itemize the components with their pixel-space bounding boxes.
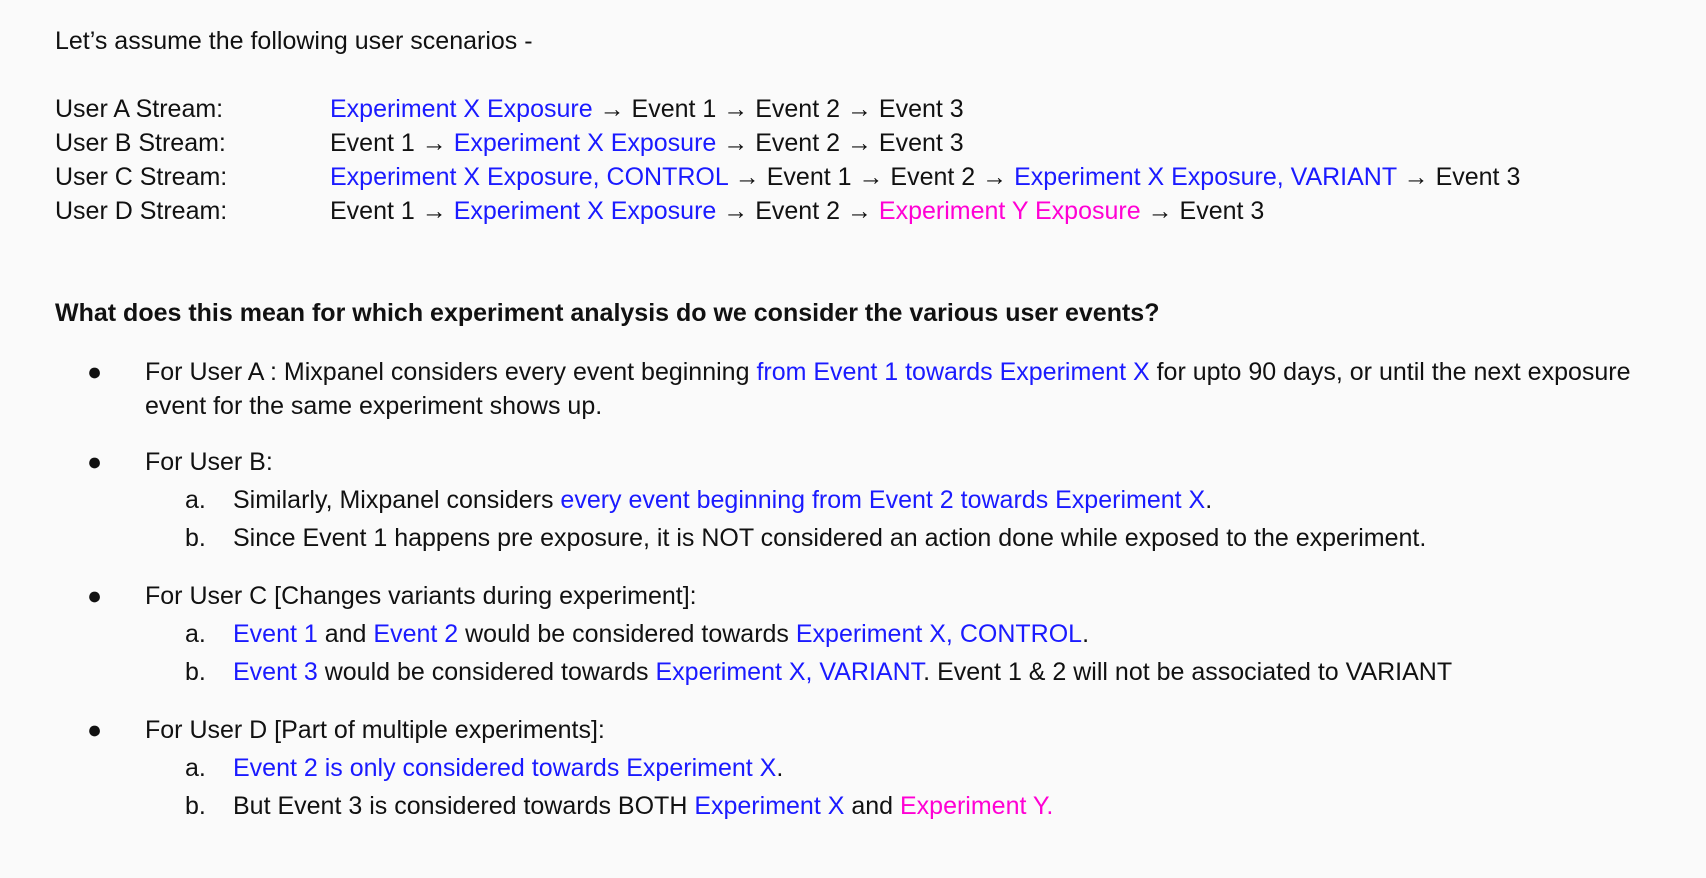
- bullet-text: [145, 448, 273, 476]
- bullet-item: [55, 355, 1675, 423]
- text-run: For User A : Mixpanel considers every event beginning: [145, 358, 757, 386]
- text-run: for upto 90 days, or until the next exposure event for the same experiment shows up.: [145, 358, 1631, 420]
- text-run: →: [1396, 163, 1436, 191]
- text-run: Similarly, Mixpanel considers: [233, 486, 561, 514]
- text-run: →: [414, 129, 454, 157]
- bullet-marker-icon: ●: [87, 582, 103, 610]
- bullet-item: [55, 579, 1675, 613]
- bullet-marker-icon: ●: [87, 448, 103, 476]
- text-run: →: [414, 197, 454, 225]
- sub-list: [55, 615, 1675, 691]
- sub-list-marker: a.: [185, 620, 206, 648]
- text-run: →: [716, 197, 756, 225]
- text-run: →: [592, 95, 632, 123]
- text-run: Event 2: [890, 163, 976, 191]
- text-run: Experiment X Exposure, CONTROL: [330, 163, 728, 191]
- text-run: Event 1: [330, 197, 415, 225]
- sub-list: [55, 749, 1675, 825]
- sub-list-item: [55, 481, 1675, 519]
- text-run: from Event 1 towards Experiment X: [756, 358, 1150, 386]
- user-stream-row: [55, 92, 1520, 126]
- sub-list-text: [233, 620, 1089, 648]
- sub-list-text: [233, 658, 1452, 686]
- user-stream-row: [55, 126, 1520, 160]
- sub-list-marker: b.: [185, 658, 206, 686]
- bullet-block: [55, 445, 1675, 557]
- text-run: Experiment X Exposure: [453, 129, 717, 157]
- bullet-text: [145, 358, 1631, 420]
- text-run: Experiment Y.: [900, 792, 1054, 820]
- text-run: →: [975, 163, 1015, 191]
- text-run: Event 2: [755, 129, 840, 157]
- user-stream-row: [55, 194, 1520, 228]
- sub-list-item: [55, 519, 1675, 557]
- text-run: →: [851, 163, 891, 191]
- text-run: Experiment X Exposure: [453, 197, 717, 225]
- text-run: and: [317, 620, 374, 648]
- text-run: →: [840, 197, 879, 225]
- text-run: would be considered towards: [317, 658, 656, 686]
- user-stream-label: User D Stream:: [55, 197, 228, 225]
- user-stream-label: User A Stream:: [55, 95, 224, 123]
- sub-list-marker: a.: [185, 486, 206, 514]
- text-run: and: [844, 792, 900, 820]
- text-run: Event 3: [878, 129, 964, 157]
- sub-list-item: [55, 615, 1675, 653]
- sub-list-item: [55, 749, 1675, 787]
- text-run: Event 1: [330, 129, 415, 157]
- text-run: Event 1: [631, 95, 717, 123]
- text-run: Experiment X: [694, 792, 845, 820]
- user-stream-list: [55, 92, 1520, 228]
- user-stream-sequence: [330, 194, 1264, 228]
- text-run: →: [1140, 197, 1180, 225]
- text-run: →: [727, 163, 767, 191]
- text-run: .: [1205, 486, 1213, 514]
- sub-list-text: [233, 524, 1426, 552]
- sub-list-item: [55, 653, 1675, 691]
- text-run: Event 3: [1179, 197, 1265, 225]
- text-run: For User B:: [145, 448, 273, 476]
- text-run: Event 1: [766, 163, 852, 191]
- text-run: . Event 1 & 2 will not be associated to VARIANT: [923, 658, 1453, 686]
- bullet-block: [55, 713, 1675, 825]
- bullet-text: [145, 582, 697, 610]
- user-stream-row: [55, 160, 1520, 194]
- text-run: every event beginning from Event 2 towards Experiment X: [560, 486, 1206, 514]
- bullet-marker-icon: ●: [87, 358, 103, 386]
- bullet-block: [55, 355, 1675, 423]
- text-run: →: [716, 129, 756, 157]
- text-run: →: [840, 129, 879, 157]
- bullet-item: [55, 713, 1675, 747]
- user-stream-label: User B Stream:: [55, 129, 226, 157]
- text-run: Experiment Y Exposure: [878, 197, 1141, 225]
- user-stream-label: User C Stream:: [55, 163, 228, 191]
- sub-list-text: [233, 754, 783, 782]
- text-run: But Event 3 is considered towards BOTH: [233, 792, 695, 820]
- user-stream-sequence: [330, 92, 964, 126]
- text-run: Event 1: [233, 620, 318, 648]
- text-run: For User C [Changes variants during experiment]:: [145, 582, 697, 610]
- text-run: Event 3: [233, 658, 318, 686]
- sub-list-marker: b.: [185, 792, 206, 820]
- text-run: Event 3: [1435, 163, 1521, 191]
- sub-list-text: [233, 486, 1212, 514]
- bullet-list: [55, 355, 1675, 847]
- sub-list-marker: a.: [185, 754, 206, 782]
- text-run: .: [1082, 620, 1090, 648]
- intro-text: Let’s assume the following user scenarios -: [55, 27, 533, 55]
- text-run: .: [776, 754, 784, 782]
- bullet-block: [55, 579, 1675, 691]
- text-run: Event 2 is only considered towards Experiment X: [233, 754, 777, 782]
- text-run: Experiment X, VARIANT: [655, 658, 924, 686]
- text-run: Experiment X Exposure, VARIANT: [1014, 163, 1397, 191]
- user-stream-sequence: [330, 126, 964, 160]
- text-run: Event 2: [755, 95, 840, 123]
- text-run: For User D [Part of multiple experiments]:: [145, 716, 605, 744]
- text-run: Event 2: [373, 620, 459, 648]
- bullet-item: [55, 445, 1675, 479]
- sub-list-text: [233, 792, 1053, 820]
- bullet-marker-icon: ●: [87, 716, 103, 744]
- text-run: Experiment X, CONTROL: [795, 620, 1083, 648]
- sub-list: [55, 481, 1675, 557]
- text-run: Since Event 1 happens pre exposure, it is NOT considered an action done while exposed to the experiment.: [233, 524, 1427, 552]
- section-question: What does this mean for which experiment analysis do we consider the various user events?: [55, 299, 1160, 327]
- text-run: →: [840, 95, 879, 123]
- text-run: Event 2: [755, 197, 840, 225]
- user-stream-sequence: [330, 160, 1520, 194]
- text-run: Experiment X Exposure: [330, 95, 593, 123]
- bullet-text: [145, 716, 605, 744]
- text-run: →: [716, 95, 756, 123]
- text-run: Event 3: [878, 95, 964, 123]
- text-run: would be considered towards: [458, 620, 796, 648]
- sub-list-marker: b.: [185, 524, 206, 552]
- sub-list-item: [55, 787, 1675, 825]
